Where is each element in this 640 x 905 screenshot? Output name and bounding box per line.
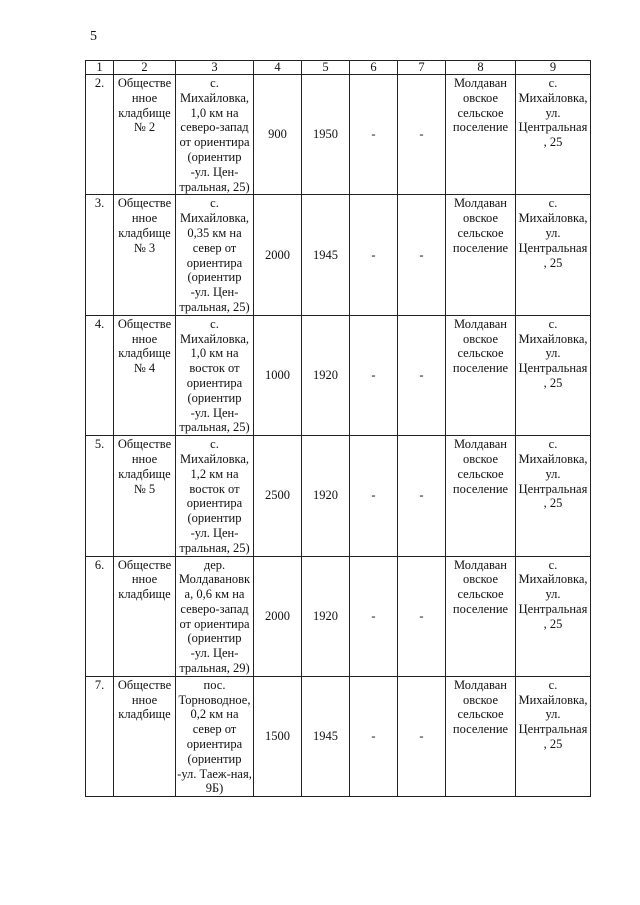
table-row [86,676,591,796]
area: 2000 [254,195,302,315]
year: 1920 [302,556,350,676]
column-header: 6 [350,61,398,75]
column-header: 1 [86,61,114,75]
settlement: Молдаван овское сельское поселение [446,676,516,796]
location: пос. Торноводное, 0,2 км на север от ориентира (ориентир -ул. Таеж-ная, 9Б) [177,677,252,796]
settlement: Молдаван овское сельское поселение [446,556,516,676]
year: 1920 [302,436,350,556]
area: 1000 [254,315,302,435]
row-number: 7. [86,676,114,796]
object-name: Обществе нное кладбище [114,676,176,796]
row-number: 2. [86,75,114,195]
column-6-value: - [350,75,398,195]
location: с. Михайловка, 0,35 км на север от ориентира (ориентир -ул. Цен- тральная, 25) [176,195,254,315]
settlement: Молдаван овское сельское поселение [446,195,516,315]
column-header: 3 [176,61,254,75]
table-row [86,195,591,315]
column-7-value: - [398,75,446,195]
area: 1500 [254,676,302,796]
column-7-value: - [398,195,446,315]
address: с. Михайловка, ул. Центральная , 25 [516,676,591,796]
column-header: 7 [398,61,446,75]
cemetery-table [85,60,591,797]
column-header: 4 [254,61,302,75]
column-7-value: - [398,315,446,435]
location: дер. Молдавановк а, 0,6 км на северо-запад от ориентира (ориентир -ул. Цен- тральная, 29) [176,556,254,676]
row-number: 5. [86,436,114,556]
page-number: 5 [90,29,97,44]
column-7-value: - [398,556,446,676]
area: 900 [254,75,302,195]
column-header: 9 [516,61,591,75]
row-number: 3. [86,195,114,315]
year: 1945 [302,195,350,315]
column-6-value: - [350,195,398,315]
object-name: Обществе нное кладбище № 4 [114,315,176,435]
table-row [86,436,591,556]
object-name: Обществе нное кладбище № 3 [114,195,176,315]
location: с. Михайловка, 1,2 км на восток от ориентира (ориентир -ул. Цен- тральная, 25) [176,436,254,556]
address: с. Михайловка, ул. Центральная , 25 [516,436,591,556]
address: с. Михайловка, ул. Центральная , 25 [516,195,591,315]
object-name: Обществе нное кладбище № 2 [114,75,176,195]
table-row [86,556,591,676]
settlement: Молдаван овское сельское поселение [446,315,516,435]
settlement: Молдаван овское сельское поселение [446,75,516,195]
object-name: Обществе нное кладбище [114,556,176,676]
location: с. Михайловка, 1,0 км на восток от ориентира (ориентир -ул. Цен- тральная, 25) [176,315,254,435]
column-header: 8 [446,61,516,75]
row-number: 4. [86,315,114,435]
year: 1920 [302,315,350,435]
year: 1950 [302,75,350,195]
column-7-value: - [398,436,446,556]
column-6-value: - [350,556,398,676]
address: с. Михайловка, ул. Центральная , 25 [516,75,591,195]
header-row [86,61,591,75]
area: 2500 [254,436,302,556]
row-number: 6. [86,556,114,676]
table-row [86,75,591,195]
column-header: 2 [114,61,176,75]
column-6-value: - [350,436,398,556]
object-name: Обществе нное кладбище № 5 [114,436,176,556]
column-6-value: - [350,315,398,435]
table-row [86,315,591,435]
area: 2000 [254,556,302,676]
column-header: 5 [302,61,350,75]
location: с. Михайловка, 1,0 км на северо-запад от ориентира (ориентир -ул. Цен- тральная, 25) [176,75,254,195]
settlement: Молдаван овское сельское поселение [446,436,516,556]
column-6-value: - [350,676,398,796]
address: с. Михайловка, ул. Центральная , 25 [516,556,591,676]
address: с. Михайловка, ул. Центральная , 25 [516,315,591,435]
column-7-value: - [398,676,446,796]
year: 1945 [302,676,350,796]
